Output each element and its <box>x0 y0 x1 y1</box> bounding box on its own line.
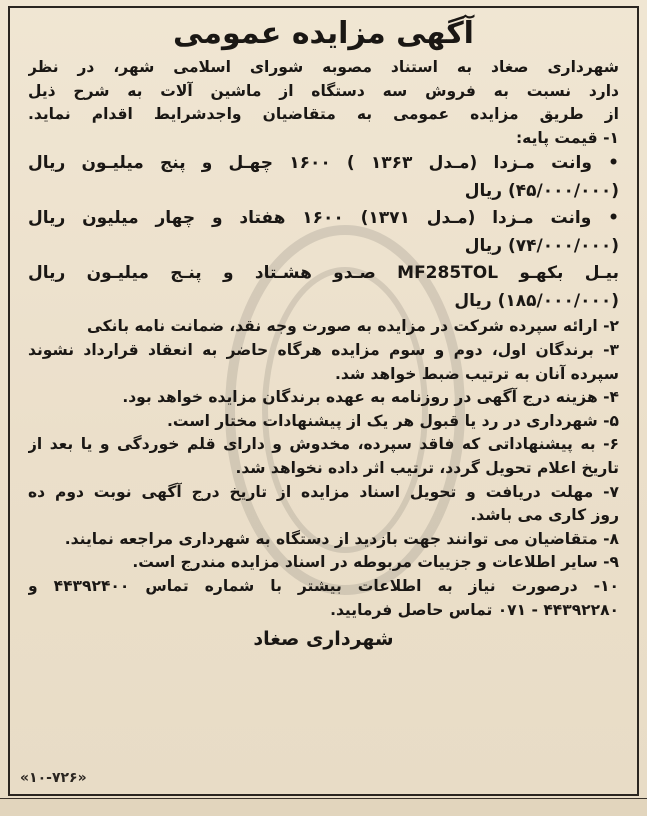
item-2-description: • وانت مـزدا (مـدل ۱۳۷۱) ۱۶۰۰ هفتاد و چهار میلیون ریال <box>28 208 619 229</box>
condition-6: ۶- به پیشنهاداتی که فاقد سپرده، مخدوش و دارای قلم خوردگی و یا بعد از <box>28 435 619 454</box>
condition-3: ۳- برندگان اول، دوم و سوم مزایده هرگاه حاضر به انعقاد قرارداد نشوند <box>28 340 619 359</box>
condition-6-continued: تاریخ اعلام تحویل گردد، ترتیب اثر داده نخواهد شد. <box>235 458 619 477</box>
item-1-price: (۴۵/۰۰۰/۰۰۰) ریال <box>464 180 619 201</box>
intro-line-3: از طریق مزایده عمومی به متقاضیان واجدشرایط اقدام نماید. <box>28 105 619 124</box>
intro-line-2: دارد نسبت به فروش سه دستگاه از ماشین آلات به شرح ذیل <box>28 81 619 100</box>
condition-7-continued: روز کاری می باشد. <box>470 506 619 525</box>
intro-line-1: شهرداری صغاد به استناد مصوبه شورای اسلامی شهر، در نظر <box>28 58 619 76</box>
condition-8: ۸- متقاضیان می توانند جهت بازدید از دستگاه به شهرداری مراجعه نمایند. <box>64 529 619 548</box>
condition-10: ۱۰- درصورت نیاز به اطلاعات بیشتر با شماره تماس ۴۴۳۹۲۴۰۰ و <box>28 576 619 595</box>
item-2-price: (۷۴/۰۰۰/۰۰۰) ریال <box>464 235 619 256</box>
auction-notice <box>8 6 639 796</box>
condition-4: ۴- هزینه درج آگهی در روزنامه به عهده برندگان مزایده خواهد بود. <box>122 388 619 407</box>
condition-9: ۹- سایر اطلاعات و جزییات مربوطه در اسناد مزایده مندرج است. <box>132 553 619 572</box>
item-3-description: بیـل بکهـو MF285TOL صـدو هشـتاد و پنـج میلیـون ریال <box>28 263 619 284</box>
condition-10-continued: ۴۴۳۹۲۲۸۰ - ۰۷۱ تماس حاصل فرمایید. <box>330 600 619 619</box>
condition-5: ۵- شهرداری در رد یا قبول هر یک از پیشنهادات مختار است. <box>167 411 619 430</box>
base-price-heading: ۱- قیمت پایه: <box>515 128 619 147</box>
notice-title: آگهی مزایده عمومی <box>173 16 474 51</box>
condition-2: ۲- ارائه سپرده شرکت در مزایده به صورت وجه نقد، ضمانت نامه بانکی <box>86 317 619 336</box>
notice-code: «۱۰-۷۲۶» <box>20 770 87 786</box>
next-clipping-edge <box>0 798 647 816</box>
item-1-description: • وانت مـزدا (مـدل ۱۳۶۳ ) ۱۶۰۰ چهـل و پنج میلیـون ریال <box>28 153 619 174</box>
condition-7: ۷- مهلت دریافت و تحویل اسناد مزایده از تاریخ درج آگهی نوبت دوم ده <box>28 482 619 501</box>
signature: شهرداری صغاد <box>253 628 394 651</box>
item-3-price: (۱۸۵/۰۰۰/۰۰۰) ریال <box>454 290 619 311</box>
condition-3-continued: سپرده آنان به ترتیب ضبط خواهد شد. <box>334 364 619 383</box>
